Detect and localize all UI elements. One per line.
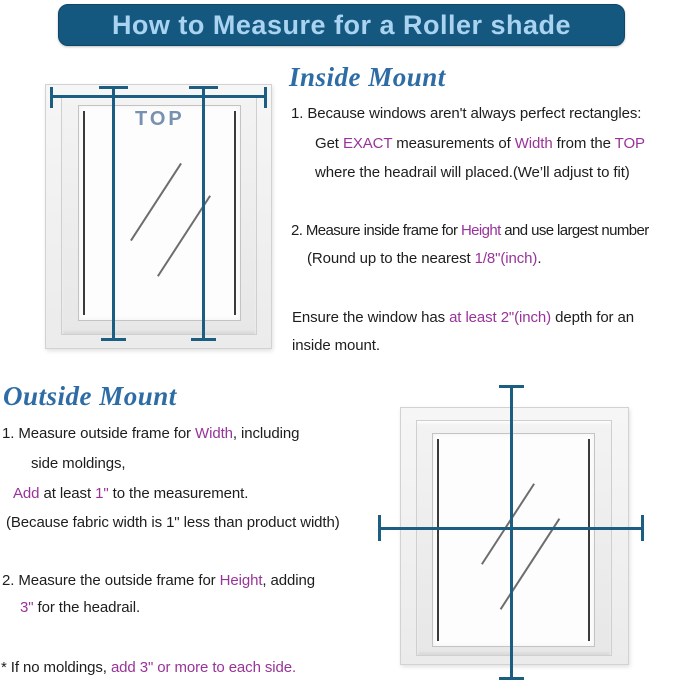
height-measure-line [510,386,513,680]
height-measure-cap-top [99,86,128,89]
width-measure-line [379,527,643,530]
height-measure-line-left [112,87,115,341]
inside-step1-line3: where the headrail will placed.(We’ll adjust to fit) [315,164,630,181]
outside-step2-line1: 2. Measure the outside frame for Height, adding [2,572,316,589]
inside-step1-line2: Get EXACT measurements of Width from the TOP [315,135,645,152]
window-glass [432,433,595,647]
width-measure-line [51,95,267,98]
outside-step1-line1: 1. Measure outside frame for Width, including [2,425,300,442]
outside-step1-line4: (Because fabric width is 1" less than product width) [6,514,340,531]
header-banner [58,4,625,46]
height-measure-cap-bottom [101,338,126,341]
width-measure-tick-right [641,515,644,541]
sash-edge-line [437,439,439,641]
top-label: TOP [135,108,185,130]
window-illustration-outside-mount [400,407,629,665]
width-measure-tick-right [264,87,267,108]
window-glass [78,105,241,321]
outside-step1-line2: side moldings, [31,455,126,472]
inside-depth-note-line2: inside mount. [292,337,380,354]
sash-edge-line [588,439,590,641]
width-measure-tick-left [378,515,381,541]
glass-reflection-line [130,163,182,241]
inside-depth-note-line1: Ensure the window has at least 2"(inch) depth for an [292,309,635,326]
inside-step2-line1: 2. Measure inside frame for Height and use largest number [291,222,649,239]
inside-step1-line1: 1. Because windows aren't always perfect rectangles: [291,105,642,122]
inside-step2-line2: (Round up to the nearest 1/8"(inch). [307,250,542,267]
page-title: How to Measure for a Roller shade [111,9,572,40]
height-measure-cap-top [499,385,524,388]
sash-edge-line [83,111,85,315]
inside-mount-heading: Inside Mount [289,62,446,92]
outside-mount-heading: Outside Mount [3,381,177,411]
height-measure-line-right [202,87,205,341]
outside-step2-line2: 3" for the headrail. [20,599,141,616]
width-measure-tick-left [50,87,53,108]
height-measure-cap-top [189,86,218,89]
outside-moldings-note: * If no moldings, add 3" or more to each side. [1,659,297,676]
outside-step1-line3: Add at least 1" to the measurement. [13,485,249,502]
sash-edge-line [234,111,236,315]
glass-reflection-line [481,483,535,565]
glass-reflection-line [500,518,560,610]
height-measure-cap-bottom [499,677,524,680]
height-measure-cap-bottom [191,338,216,341]
